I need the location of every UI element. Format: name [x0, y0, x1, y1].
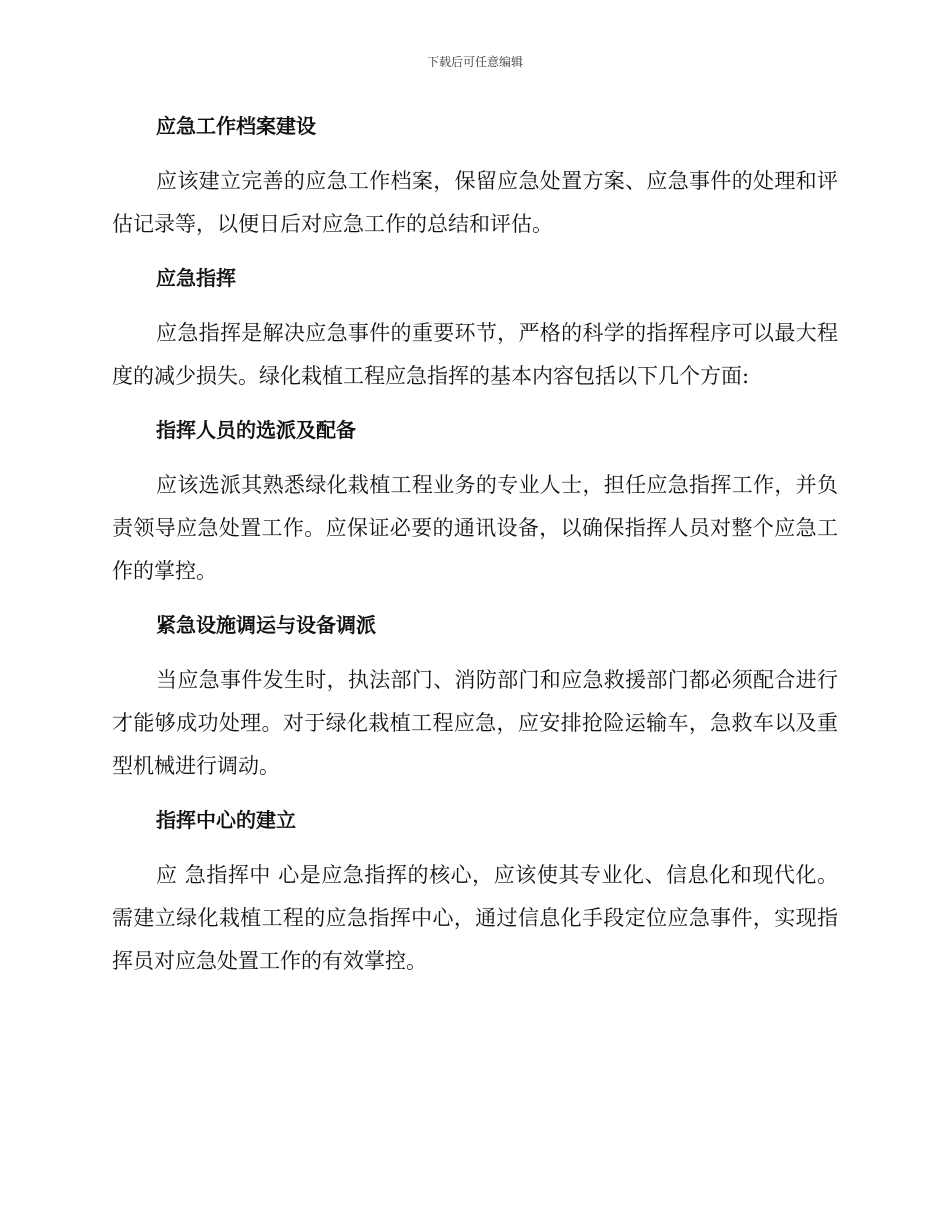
section-heading-command: 应急指挥 [156, 266, 236, 290]
document-body [112, 104, 838, 983]
section-body-command: 应急指挥是解决应急事件的重要环节，严格的科学的指挥程序可以最大程度的减少损失。绿化栽植工程应急指挥的基本内容包括以下几个方面: [112, 321, 838, 388]
page-header: 下载后可任意编辑 [426, 55, 523, 69]
section-heading-archive: 应急工作档案建设 [156, 114, 316, 138]
section-body-personnel: 应该选派其熟悉绿化栽植工程业务的专业人士，担任应急指挥工作，并负责领导应急处置工作。应保证必要的通讯设备，以确保指挥人员对整个应急工作的掌控。 [112, 473, 838, 583]
section-body-dispatch: 当应急事件发生时，执法部门、消防部门和应急救援部门都必须配合进行才能够成功处理。对于绿化栽植工程应急，应安排抢险运输车，急救车以及重型机械进行调动。 [112, 668, 838, 778]
section-heading-dispatch: 紧急设施调运与设备调派 [156, 613, 376, 637]
section-body-command-center: 应 急指挥中 心是应急指挥的核心，应该使其专业化、信息化和现代化。需建立绿化栽植工程的应急指挥中心，通过信息化手段定位应急事件，实现指挥员对应急处置工作的有效掌控。 [112, 863, 838, 973]
section-heading-personnel: 指挥人员的选派及配备 [156, 418, 356, 442]
section-body-archive: 应该建立完善的应急工作档案，保留应急处置方案、应急事件的处理和评估记录等，以便日后对应急工作的总结和评估。 [112, 169, 838, 236]
section-heading-command-center: 指挥中心的建立 [156, 808, 296, 832]
